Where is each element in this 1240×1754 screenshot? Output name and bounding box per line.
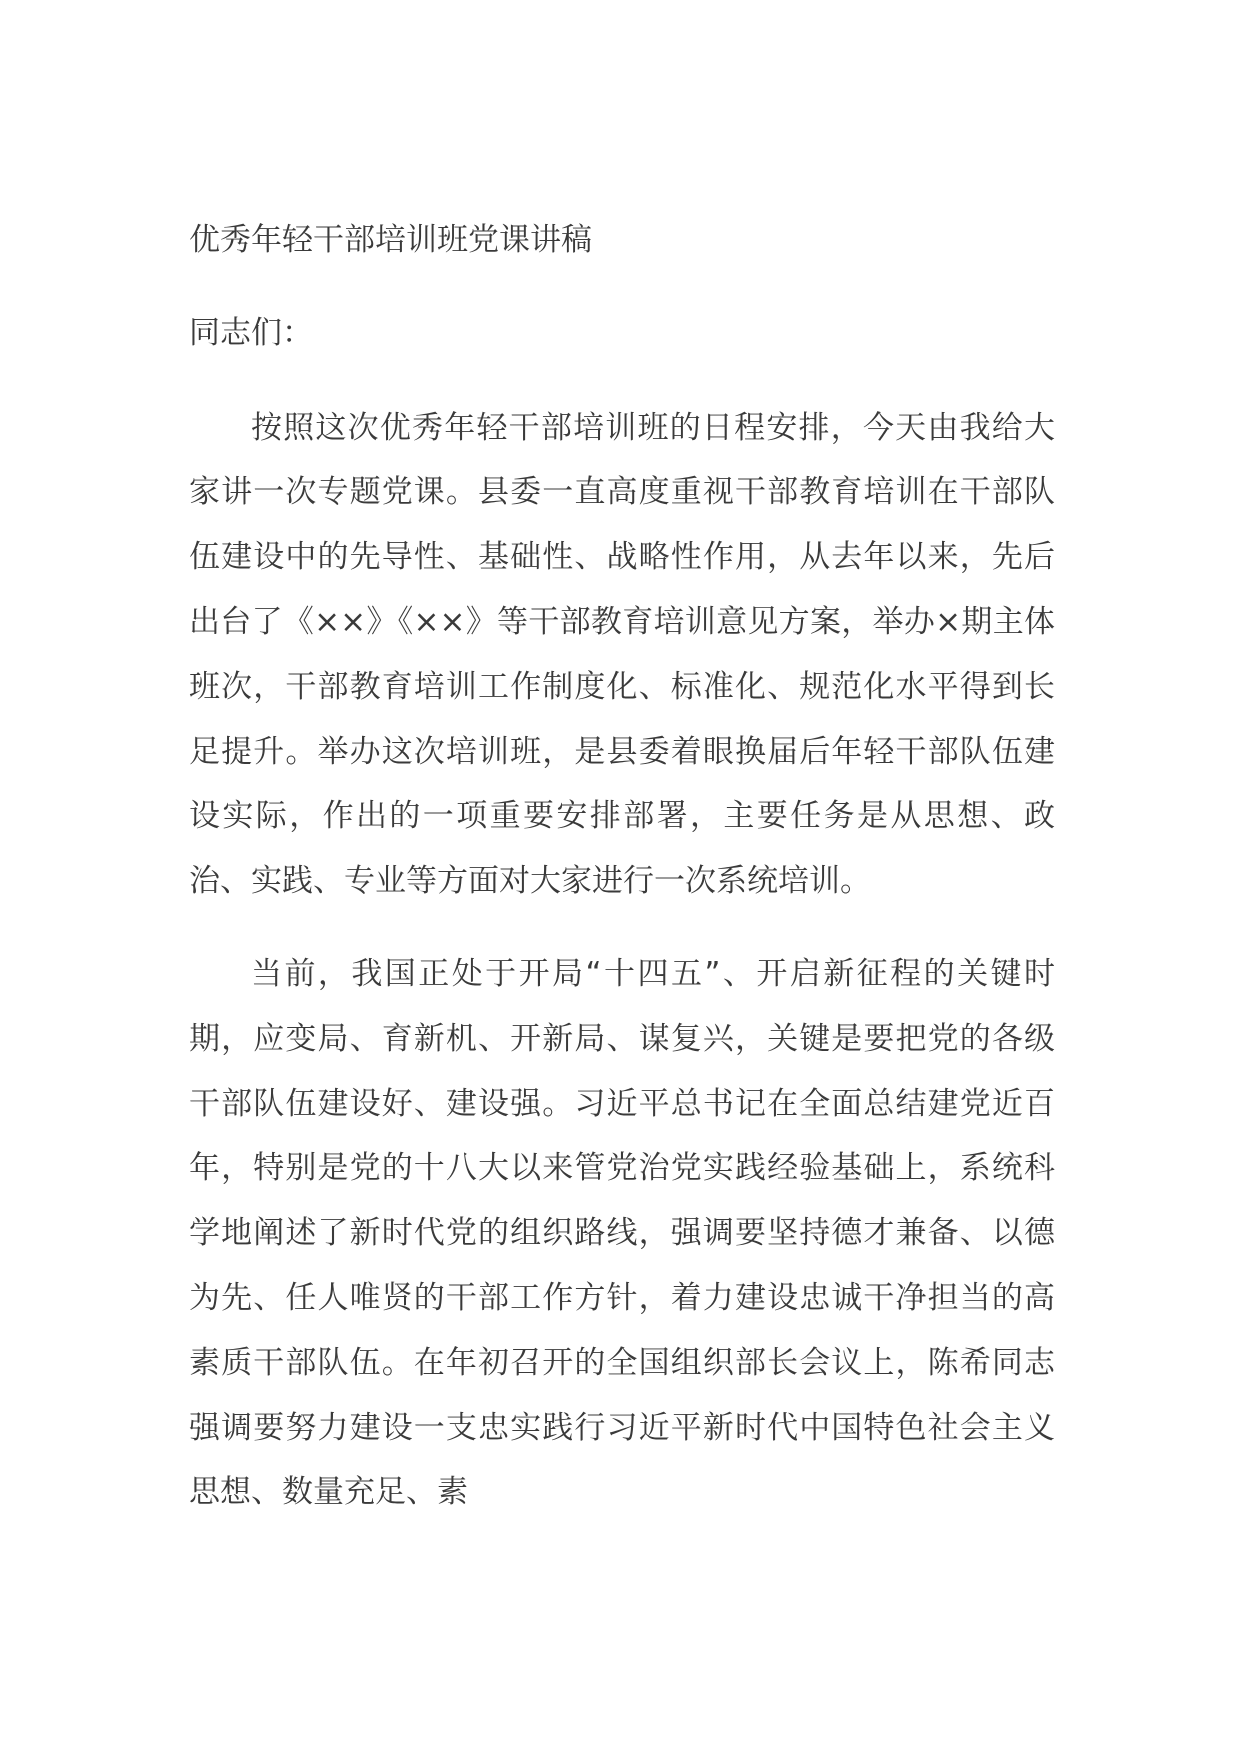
document-title: 优秀年轻干部培训班党课讲稿	[189, 222, 592, 258]
salutation: 同志们：	[189, 314, 313, 351]
document-body	[189, 208, 1055, 1525]
paragraph-1: 按照这次优秀年轻干部培训班的日程安排，今天由我给大家讲一次专题党课。县委一直高度重视干部教育培训在干部队伍建设中的先导性、基础性、战略性作用，从去年以来，先后出台了《××》《××》等干部教育培训意见方案，举办×期主体班次，干部教育培训工作制度化、标准化、规范化水平得到长足提升。举办这次培训班，是县委着眼换届后年轻干部队伍建设实际，作出的一项重要安排部署，主要任务是从思想、政治、实践、专业等方面对大家进行一次系统培训。	[189, 409, 1055, 900]
paragraph-2: 当前，我国正处于开局“十四五”、开启新征程的关键时期，应变局、育新机、开新局、谋复兴，关键是要把党的各级干部队伍建设好、建设强。习近平总书记在全面总结建党近百年，特别是党的十八大以来管党治党实践经验基础上，系统科学地阐述了新时代党的组织路线，强调要坚持德才兼备、以德为先、任人唯贤的干部工作方针，着力建设忠诚干净担当的高素质干部队伍。在年初召开的全国组织部长会议上，陈希同志强调要努力建设一支忠实践行习近平新时代中国特色社会主义思想、数量充足、素	[189, 955, 1055, 1511]
